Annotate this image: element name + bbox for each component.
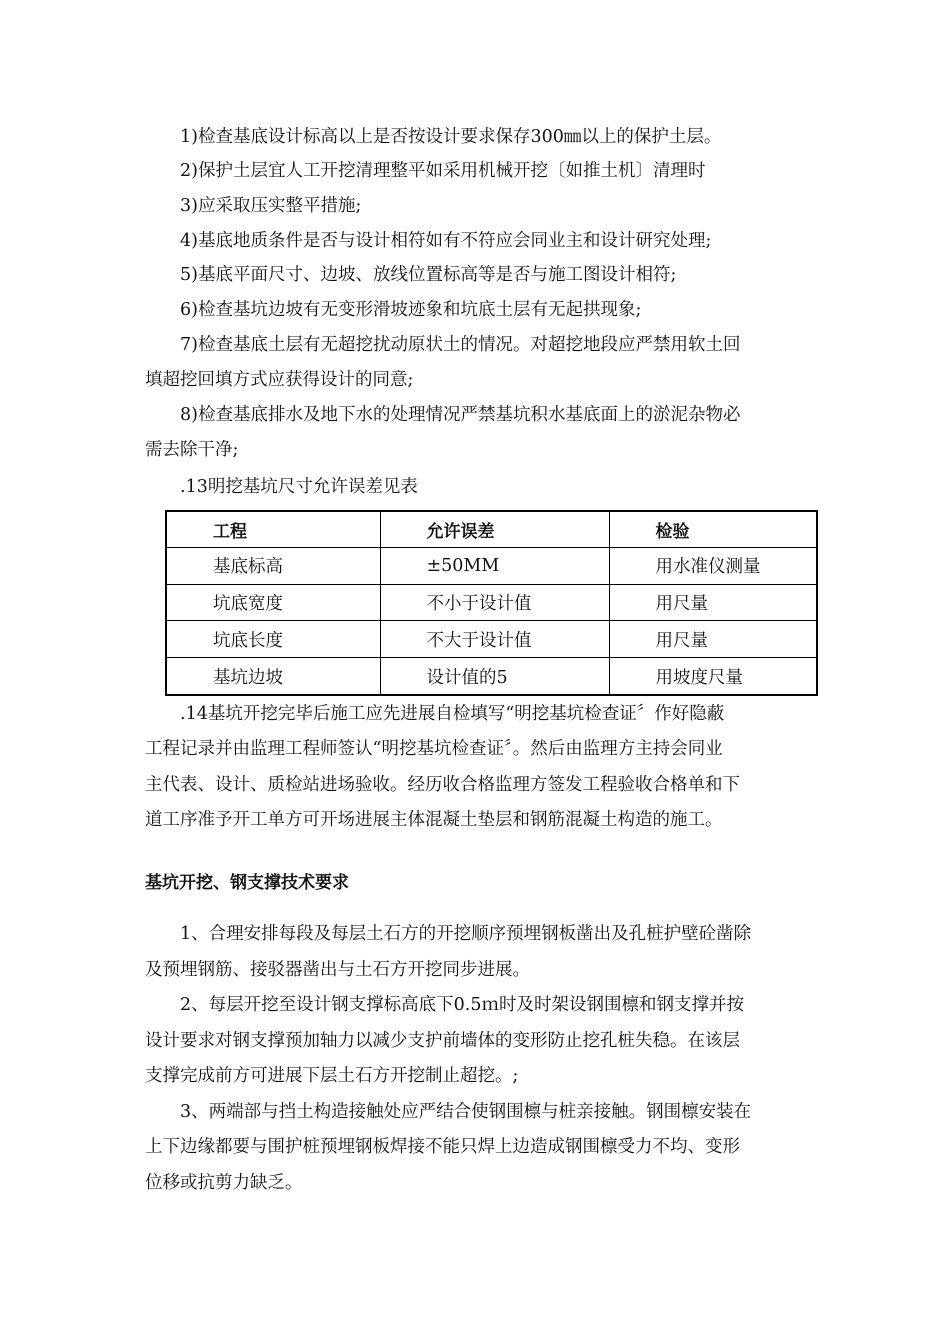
- para-14-line-1: .14基坑开挖完毕后施工应先进展自检填写“明挖基坑检查证〞作好隐蔽: [180, 704, 725, 724]
- requirement-2-line-2: 设计要求对钢支撑预加轴力以减少支护前墙体的变形防止挖孔桩失稳。在该层: [145, 1031, 740, 1051]
- table-cell: 基坑边坡: [166, 658, 380, 695]
- table-cell: 不大于设计值: [380, 621, 609, 658]
- requirement-2-line-3: 支撑完成前方可进展下层土石方开挖制止超挖。;: [145, 1066, 519, 1086]
- table-cell: 坑底宽度: [166, 584, 380, 621]
- table-cell: 不小于设计值: [380, 584, 609, 621]
- requirement-1-line-1: 1、合理安排每段及每层土石方的开挖顺序预埋钢板凿出及孔桩护壁砼凿除: [180, 924, 752, 944]
- check-item-2: 2)保护土层宜人工开挖清理整平如采用机械开挖〔如推土机〕清理时: [180, 161, 706, 181]
- para-14-line-2: 工程记录并由监理工程师签认“明挖基坑检查证〞。然后由监理方主持会同业: [145, 739, 723, 759]
- table-header-cell: 检验: [609, 511, 817, 548]
- table-cell: 用水准仪测量: [609, 548, 817, 585]
- check-item-8-line-2: 需去除干净;: [145, 440, 239, 460]
- table-row: [166, 658, 817, 695]
- table-cell: ±50MM: [380, 548, 609, 585]
- check-item-6: 6)检查基坑边坡有无变形滑坡迹象和坑底土层有无起拱现象;: [180, 300, 642, 320]
- check-item-7-line-2: 填超挖回填方式应获得设计的同意;: [145, 370, 414, 390]
- para-14-line-4: 道工序准予开工单方可开场进展主体混凝土垫层和钢筋混凝土构造的施工。: [145, 810, 723, 830]
- table-header-cell: 允许误差: [380, 511, 609, 548]
- para-14-line-3: 主代表、设计、质检站进场验收。经历收合格监理方签发工程验收合格单和下: [145, 775, 740, 795]
- requirement-3-line-1: 3、两端部与挡土构造接触处应严结合使钢围檩与桩亲接触。钢围檩安装在: [180, 1102, 752, 1122]
- check-item-7-line-1: 7)检查基底土层有无超挖扰动原状土的情况。对超挖地段应严禁用软土回: [180, 335, 741, 355]
- check-item-8-line-1: 8)检查基底排水及地下水的处理情况严禁基坑积水基底面上的淤泥杂物必: [180, 405, 741, 425]
- table-header-row: [166, 511, 817, 548]
- requirement-3-line-3: 位移或抗剪力缺乏。: [145, 1173, 303, 1193]
- check-item-3: 3)应采取压实整平措施;: [180, 196, 362, 216]
- table-cell: 设计值的5: [380, 658, 609, 695]
- table-cell: 用尺量: [609, 621, 817, 658]
- table-cell: 用尺量: [609, 584, 817, 621]
- section-heading: 基坑开挖、钢支撑技术要求: [145, 873, 349, 893]
- table-row: [166, 584, 817, 621]
- table-row: [166, 621, 817, 658]
- table-header-cell: 工程: [166, 511, 380, 548]
- check-item-1: 1)检查基底设计标高以上是否按设计要求保存300㎜以上的保护土层。: [180, 127, 722, 147]
- requirement-3-line-2: 上下边缘都要与围护桩预埋钢板焊接不能只焊上边造成钢围檩受力不均、变形: [145, 1137, 740, 1157]
- requirement-1-line-2: 及预埋钢筋、接驳器凿出与土石方开挖同步进展。: [145, 960, 530, 980]
- requirement-2-line-1: 2、每层开挖至设计钢支撑标高底下0.5ｍ时及时架设钢围檩和钢支撑并按: [180, 995, 744, 1015]
- check-item-5: 5)基底平面尺寸、边坡、放线位置标高等是否与施工图设计相符;: [180, 265, 677, 285]
- table-cell: 基底标高: [166, 548, 380, 585]
- check-item-4: 4)基底地质条件是否与设计相符如有不符应会同业主和设计研究处理;: [180, 231, 712, 251]
- table-caption: .13明挖基坑尺寸允许误差见表: [180, 477, 418, 497]
- table-row: [166, 548, 817, 585]
- tolerance-table: [165, 510, 818, 696]
- table-cell: 用坡度尺量: [609, 658, 817, 695]
- table-cell: 坑底长度: [166, 621, 380, 658]
